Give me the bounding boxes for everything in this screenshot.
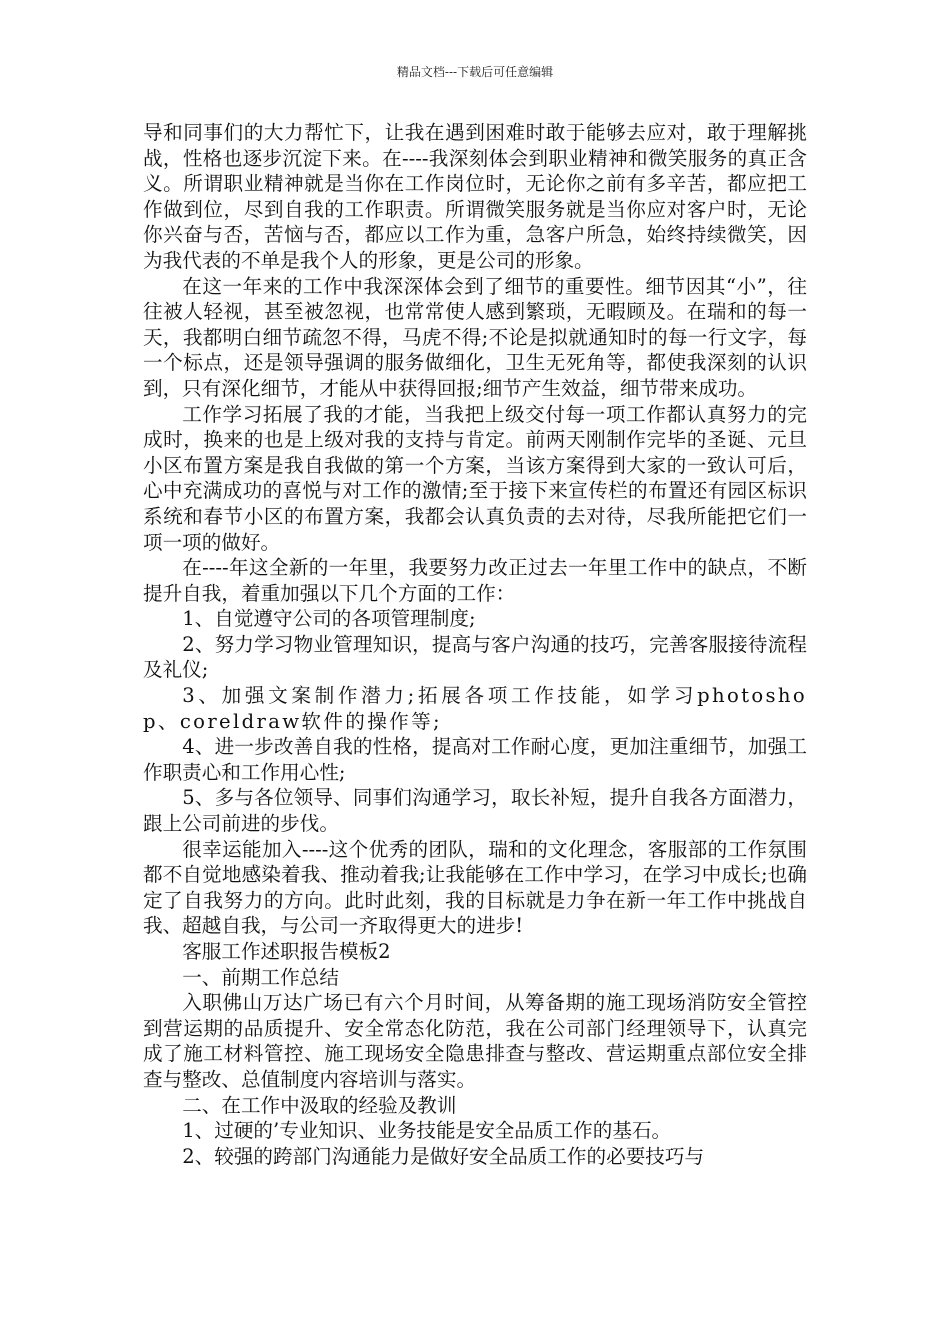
paragraph-conclusion: 很幸运能加入----这个优秀的团队，瑞和的文化理念，客服部的工作氛围都不自觉地感染着我、推动着我;让我能够在工作中学习，在学习中成长;也确定了自我努力的方向。此时此刻，我的目标就是力争在新一年工作中挑战自我、超越自我，与公司一齐取得更大的进步!	[143, 837, 807, 938]
paragraph-work-study: 工作学习拓展了我的才能，当我把上级交付每一项工作都认真努力的完成时，换来的也是上级对我的支持与肯定。前两天刚制作完毕的圣诞、元旦小区布置方案是我自我做的第一个方案，当该方案得到大家的一致认可后，心中充满成功的喜悦与对工作的激情;至于接下来宣传栏的布置还有园区标识系统和春节小区的布置方案，我都会认真负责的去对待，尽我所能把它们一项一项的做好。	[143, 402, 807, 554]
list-item-2: 2、努力学习物业管理知识，提高与客户沟通的技巧，完善客服接待流程及礼仪;	[143, 632, 807, 682]
lesson-item-1: 1、过硬的’专业知识、业务技能是安全品质工作的基石。	[182, 1119, 672, 1143]
section-title-template-2: 客服工作述职报告模板2	[182, 940, 391, 963]
heading-early-work-summary: 一、前期工作总结	[182, 965, 339, 989]
document-body	[143, 120, 807, 1169]
heading-experience-lessons: 二、在工作中汲取的经验及教训	[182, 1093, 457, 1117]
lesson-item-2: 2、较强的跨部门沟通能力是做好安全品质工作的必要技巧与	[182, 1144, 705, 1168]
paragraph-details: 在这一年来的工作中我深深体会到了细节的重要性。细节因其“小”，往往被人轻视，甚至被忽视，也常常使人感到繁琐，无暇顾及。在瑞和的每一天，我都明白细节疏忽不得，马虎不得;不论是拟就通知时的每一行文字，每一个标点，还是领导强调的服务做细化，卫生无死角等，都使我深刻的认识到，只有深化细节，才能从中获得回报;细节产生效益，细节带来成功。	[143, 274, 807, 400]
list-item-5: 5、多与各位领导、同事们沟通学习，取长补短，提升自我各方面潜力，跟上公司前进的步伐。	[143, 786, 807, 836]
page-header: 精品文档---下载后可任意编辑	[396, 65, 554, 79]
list-item-4: 4、进一步改善自我的性格，提高对工作耐心度，更加注重细节，加强工作职责心和工作用心性;	[143, 735, 807, 784]
list-item-3: 3、加强文案制作潜力;拓展各项工作技能，如学习photoshop、coreldraw软件的操作等;	[143, 684, 807, 733]
paragraph-new-year-plan: 在----年这全新的一年里，我要努力改正过去一年里工作中的缺点，不断提升自我，着重加强以下几个方面的工作：	[143, 556, 807, 605]
list-item-1: 1、自觉遵守公司的各项管理制度;	[182, 607, 476, 631]
paragraph-continued: 导和同事们的大力帮忙下，让我在遇到困难时敢于能够去应对，敢于理解挑战，性格也逐步沉淀下来。在----我深刻体会到职业精神和微笑服务的真正含义。所谓职业精神就是当你在工作岗位时，无论你之前有多辛苦，都应把工作做到位，尽到自我的工作职责。所谓微笑服务就是当你应对客户时，无论你兴奋与否，苦恼与否，都应以工作为重，急客户所急，始终持续微笑，因为我代表的不单是我个人的形象，更是公司的形象。	[143, 121, 807, 272]
paragraph-onboarding: 入职佛山万达广场已有六个月时间，从筹备期的施工现场消防安全管控到营运期的品质提升、安全常态化防范，我在公司部门经理领导下，认真完成了施工材料管控、施工现场安全隐患排查与整改、营运期重点部位安全排查与整改、总值制度内容培训与落实。	[143, 991, 807, 1091]
